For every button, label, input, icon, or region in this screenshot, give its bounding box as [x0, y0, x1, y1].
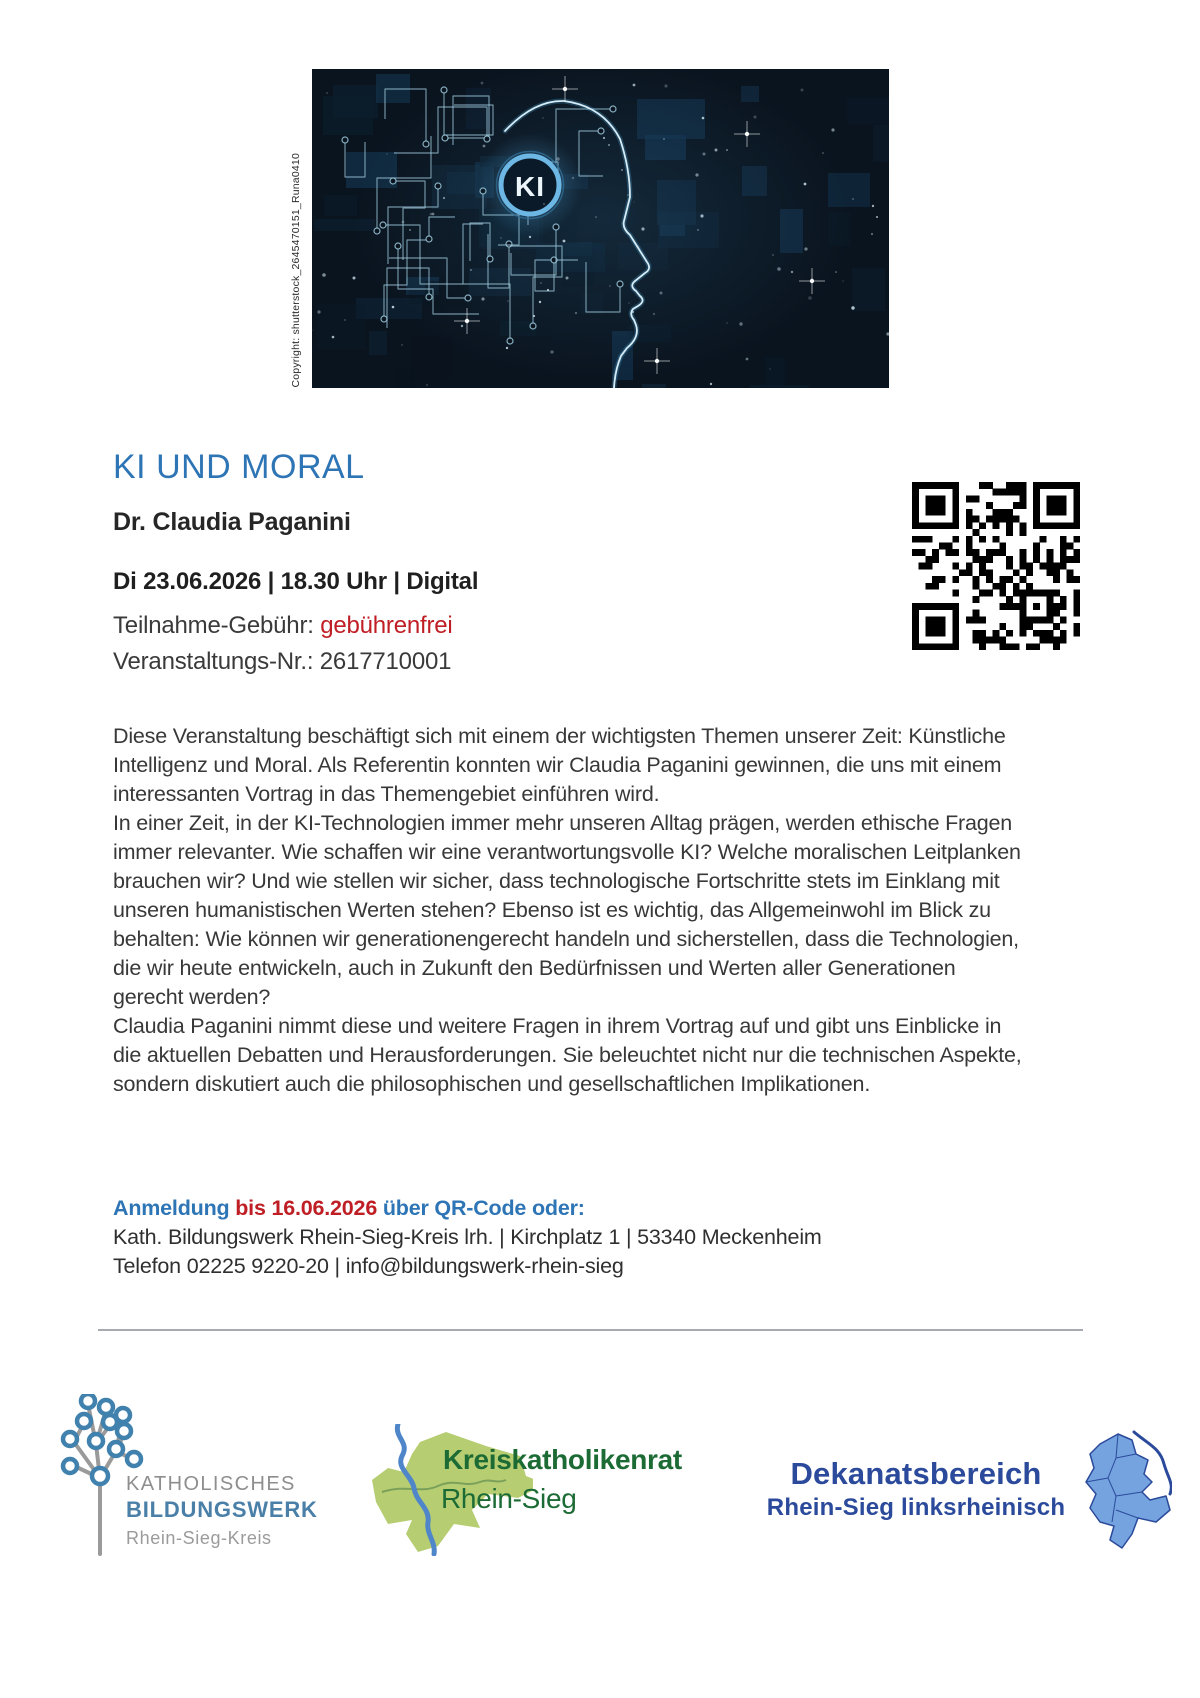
description-paragraph: Claudia Paganini nimmt diese und weitere Fragen in ihrem Vortrag auf und gibt uns Einblicke in die aktuellen Debatten und Herausforderungen. Sie beleuchtet nicht nur die technischen Aspekte, sondern diskutiert auch die philosophischen und gesellschaftlichen Implikationen. [113, 1014, 1022, 1096]
ai-head-illustration [312, 69, 889, 388]
event-number-label: Veranstaltungs-Nr.: [113, 648, 314, 675]
image-copyright-text: Copyright: shutterstock_2645470151_Runa0410 [290, 153, 302, 388]
registration-contact: Telefon 02225 9220-20 | info@bildungswerk-rhein-sieg [113, 1254, 624, 1278]
footer-divider [98, 1329, 1083, 1331]
event-title: KI UND MORAL [113, 448, 365, 486]
registration-block [113, 1194, 1025, 1281]
event-number-value: 2617710001 [319, 648, 452, 675]
ki-chip [478, 133, 582, 237]
fee-value: gebührenfrei [320, 612, 453, 639]
kbw-line3: Rhein-Sieg-Kreis [126, 1528, 272, 1548]
kkr-line1: Kreiskatholikenrat [443, 1444, 682, 1475]
dekanat-logo-text [758, 1458, 1074, 1520]
kbw-line2: BILDUNGSWERK [126, 1497, 318, 1522]
kbw-logo-text [126, 1474, 318, 1547]
kbw-line1: KATHOLISCHES [126, 1473, 296, 1495]
dekanat-map-icon [1078, 1430, 1172, 1552]
registration-prefix: Anmeldung [113, 1196, 230, 1220]
registration-deadline: bis 16.06.2026 [235, 1196, 378, 1220]
event-speaker: Dr. Claudia Paganini [113, 508, 351, 536]
kkr-line2: Rhein-Sieg [441, 1483, 577, 1514]
dekanat-line2: Rhein-Sieg linksrheinisch [766, 1494, 1066, 1521]
image-copyright [288, 69, 304, 388]
dekanat-line1: Dekanatsbereich [790, 1456, 1042, 1491]
event-fee-line [113, 612, 453, 640]
description-paragraph: Diese Veranstaltung beschäftigt sich mit einem der wichtigsten Themen unserer Zeit: Künstliche Intelligenz und Moral. Als Referentin konnten wir Claudia Paganini gewinnen, die uns mit einem interessanten Vortrag in das Themengebiet einführen wird. [113, 724, 1006, 806]
event-description [113, 722, 1025, 1099]
registration-qr-code [912, 482, 1080, 650]
event-datetime: Di 23.06.2026 | 18.30 Uhr | Digital [113, 568, 479, 595]
registration-suffix: über QR-Code oder: [382, 1196, 585, 1220]
hero-ai-image [312, 69, 889, 388]
registration-deadline-line [113, 1194, 1025, 1223]
ki-chip-label: KI [515, 171, 545, 202]
fee-label: Teilnahme-Gebühr: [113, 612, 314, 639]
event-number-line [113, 648, 451, 676]
description-paragraph: In einer Zeit, in der KI-Technologien immer mehr unseren Alltag prägen, werden ethische Fragen immer relevanter. Wie schaffen wir eine verantwortungsvolle KI? Welche moralischen Leitplanken brauchen wir? Und wie stellen wir sicher, dass technologische Fortschritte stets im Einklang mit unseren humanistischen Werten stehen? Ebenso ist es wichtig, das Allgemeinwohl im Blick zu behalten: Wie können wir generationengerecht handeln und sicherstellen, dass die Technologien, die wir heute entwickeln, auch in Zukunft den Bedürfnissen und Werten aller Generationen gerecht werden? [113, 811, 1021, 1009]
registration-address: Kath. Bildungswerk Rhein-Sieg-Kreis lrh. | Kirchplatz 1 | 53340 Meckenheim [113, 1225, 822, 1249]
